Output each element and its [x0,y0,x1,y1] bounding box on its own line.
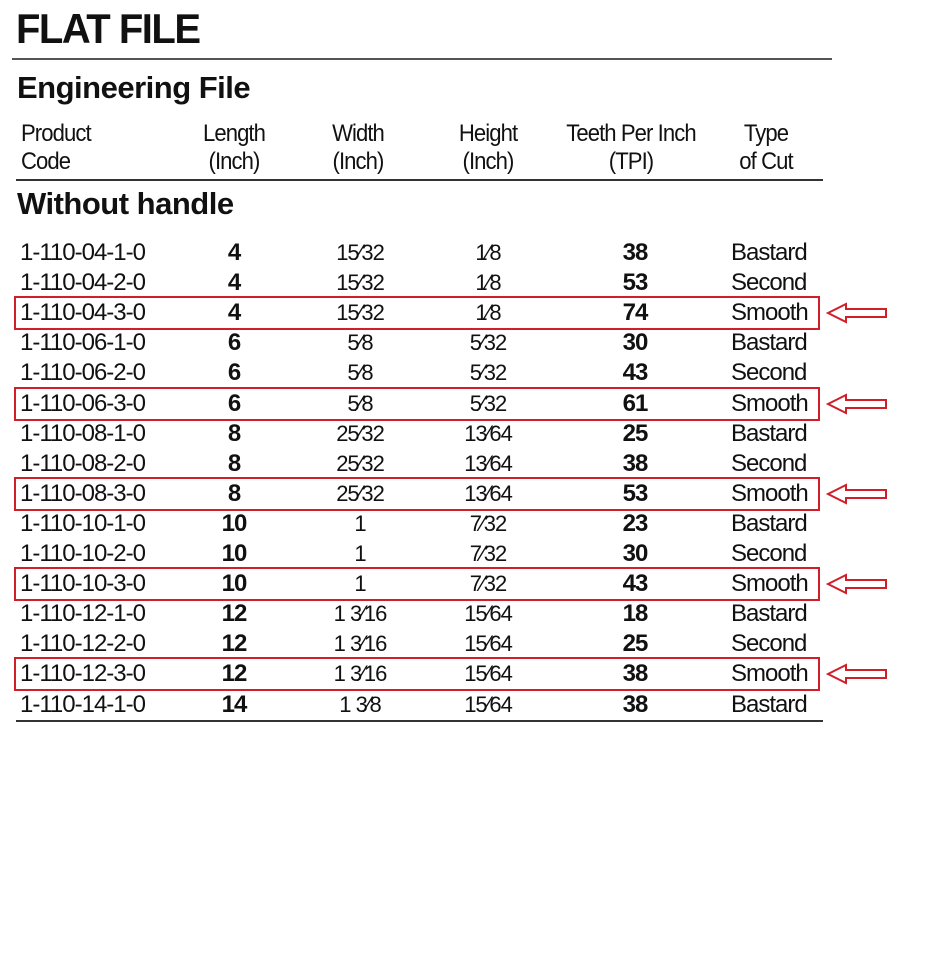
highlight-box [14,296,820,330]
type-of-cut-cell: Bastard [731,600,807,628]
highlight-box [14,657,820,691]
type-of-cut-cell: Smooth [731,389,808,417]
column-header-code [21,120,91,176]
height-cell: 5⁄32 [469,330,507,356]
type-of-cut-cell: Bastard [731,509,807,537]
width-cell: 25⁄32 [336,420,384,446]
height-cell: 15⁄64 [464,601,512,627]
tpi-cell: 38 [622,660,648,688]
length-cell: 12 [221,660,247,688]
page-title: FLAT FILE [16,6,200,53]
column-header-height [453,120,523,176]
width-cell: 25⁄32 [336,480,384,506]
product-code-cell: 1-110-06-3-0 [20,389,145,417]
length-cell: 12 [221,600,247,628]
type-of-cut-cell: Smooth [731,660,808,688]
height-cell: 1⁄8 [475,240,501,265]
type-of-cut-cell: Bastard [731,419,807,447]
type-of-cut-cell: Second [731,359,807,387]
product-code-cell: 1-110-10-3-0 [20,570,145,598]
product-code-cell: 1-110-04-1-0 [20,239,145,266]
left-arrow-icon [826,573,888,595]
table-row [0,358,830,388]
height-cell: 13⁄64 [464,420,512,446]
column-header-type [729,120,803,176]
tpi-cell: 30 [622,540,648,567]
width-cell: 1 3⁄16 [333,601,387,627]
type-of-cut-cell: Smooth [731,479,808,507]
length-cell: 8 [227,449,241,477]
width-cell: 1 [354,571,366,597]
table-row [0,599,830,629]
highlight-box [14,567,820,601]
product-code-cell: 1-110-06-1-0 [20,329,145,357]
table-row [0,690,830,720]
column-header-type-line1: Type [743,120,789,147]
table-row [0,629,830,659]
left-arrow-icon [826,663,888,685]
left-arrow-icon [826,302,888,324]
type-of-cut-cell: Second [731,540,807,567]
height-cell: 15⁄64 [464,661,512,687]
column-header-length [199,120,269,176]
type-of-cut-cell: Smooth [731,570,808,598]
product-code-cell: 1-110-04-2-0 [20,269,145,297]
product-code-cell: 1-110-12-2-0 [20,630,145,658]
length-cell: 8 [227,419,241,447]
height-cell: 7⁄32 [469,510,507,536]
column-header-height-line2: (Inch) [462,148,514,175]
height-cell: 1⁄8 [475,270,501,296]
tpi-cell: 25 [622,419,648,447]
height-cell: 7⁄32 [469,571,507,597]
width-cell: 1 [354,541,366,566]
table-row [0,328,830,358]
width-cell: 1 3⁄16 [333,661,387,687]
table-bottom-divider [16,720,823,722]
width-cell: 15⁄32 [336,240,384,265]
width-cell: 15⁄32 [336,270,384,296]
table-row [0,539,830,569]
height-cell: 1⁄8 [475,300,501,326]
width-cell: 5⁄8 [347,330,373,356]
column-header-width-line1: Width [332,120,384,147]
product-code-cell: 1-110-14-1-0 [20,690,145,718]
title-divider [12,58,832,60]
length-cell: 6 [227,389,241,417]
product-code-cell: 1-110-06-2-0 [20,359,145,387]
tpi-cell: 43 [622,570,648,598]
width-cell: 25⁄32 [336,450,384,476]
tpi-cell: 74 [622,299,648,327]
tpi-cell: 23 [622,509,648,537]
tpi-cell: 53 [622,269,648,297]
product-code-cell: 1-110-08-2-0 [20,449,145,477]
tpi-cell: 25 [622,630,648,658]
height-cell: 15⁄64 [464,631,512,657]
product-code-cell: 1-110-12-1-0 [20,600,145,628]
column-header-length-line1: Length [202,120,266,147]
width-cell: 1 [354,510,366,536]
tpi-cell: 38 [622,449,648,477]
product-code-cell: 1-110-10-2-0 [20,540,145,567]
column-header-code-line1: Product [21,120,91,147]
table-row [0,509,830,539]
width-cell: 5⁄8 [347,360,373,386]
section-title: Engineering File [17,70,251,105]
tpi-cell: 53 [622,479,648,507]
product-code-cell: 1-110-12-3-0 [20,660,145,688]
column-header-tpi-line1: Teeth Per Inch [566,120,696,147]
product-code-cell: 1-110-08-1-0 [20,419,145,447]
height-cell: 13⁄64 [464,450,512,476]
width-cell: 5⁄8 [347,390,373,416]
product-code-cell: 1-110-04-3-0 [20,299,145,327]
width-cell: 15⁄32 [336,300,384,326]
height-cell: 13⁄64 [464,480,512,506]
height-cell: 7⁄32 [469,541,507,566]
length-cell: 10 [221,570,247,598]
subsection-title: Without handle [17,186,234,221]
table-row [0,268,830,298]
tpi-cell: 18 [622,600,648,628]
column-header-type-line2: of Cut [739,148,793,175]
height-cell: 5⁄32 [469,390,507,416]
tpi-cell: 61 [622,389,648,417]
length-cell: 6 [227,329,241,357]
type-of-cut-cell: Second [731,630,807,658]
table-row [0,419,830,449]
column-header-length-line2: (Inch) [208,148,260,175]
length-cell: 12 [221,630,247,658]
column-header-width-line2: (Inch) [332,148,384,175]
type-of-cut-cell: Second [731,269,807,297]
column-header-width [323,120,393,176]
type-of-cut-cell: Bastard [731,239,807,266]
product-code-cell: 1-110-10-1-0 [20,509,145,537]
type-of-cut-cell: Bastard [731,690,807,718]
width-cell: 1 3⁄8 [339,691,381,717]
length-cell: 14 [221,690,247,718]
width-cell: 1 3⁄16 [333,631,387,657]
highlight-box [14,477,820,511]
tpi-cell: 38 [622,239,648,266]
height-cell: 15⁄64 [464,691,512,717]
column-header-code-line2: Code [21,148,71,175]
column-header-height-line1: Height [458,120,518,147]
left-arrow-icon [826,483,888,505]
length-cell: 4 [227,239,241,266]
table-row [0,238,830,268]
type-of-cut-cell: Smooth [731,299,808,327]
tpi-cell: 30 [622,329,648,357]
length-cell: 8 [227,479,241,507]
type-of-cut-cell: Bastard [731,329,807,357]
length-cell: 4 [227,299,241,327]
column-header-tpi-line2: (TPI) [608,148,654,175]
highlight-box [14,387,820,421]
product-code-cell: 1-110-08-3-0 [20,479,145,507]
header-divider [16,179,823,181]
tpi-cell: 43 [622,359,648,387]
length-cell: 6 [227,359,241,387]
left-arrow-icon [826,393,888,415]
length-cell: 10 [221,509,247,537]
type-of-cut-cell: Second [731,449,807,477]
length-cell: 4 [227,269,241,297]
column-header-tpi [562,120,700,176]
tpi-cell: 38 [622,690,648,718]
height-cell: 5⁄32 [469,360,507,386]
length-cell: 10 [221,540,247,567]
table-row [0,449,830,479]
